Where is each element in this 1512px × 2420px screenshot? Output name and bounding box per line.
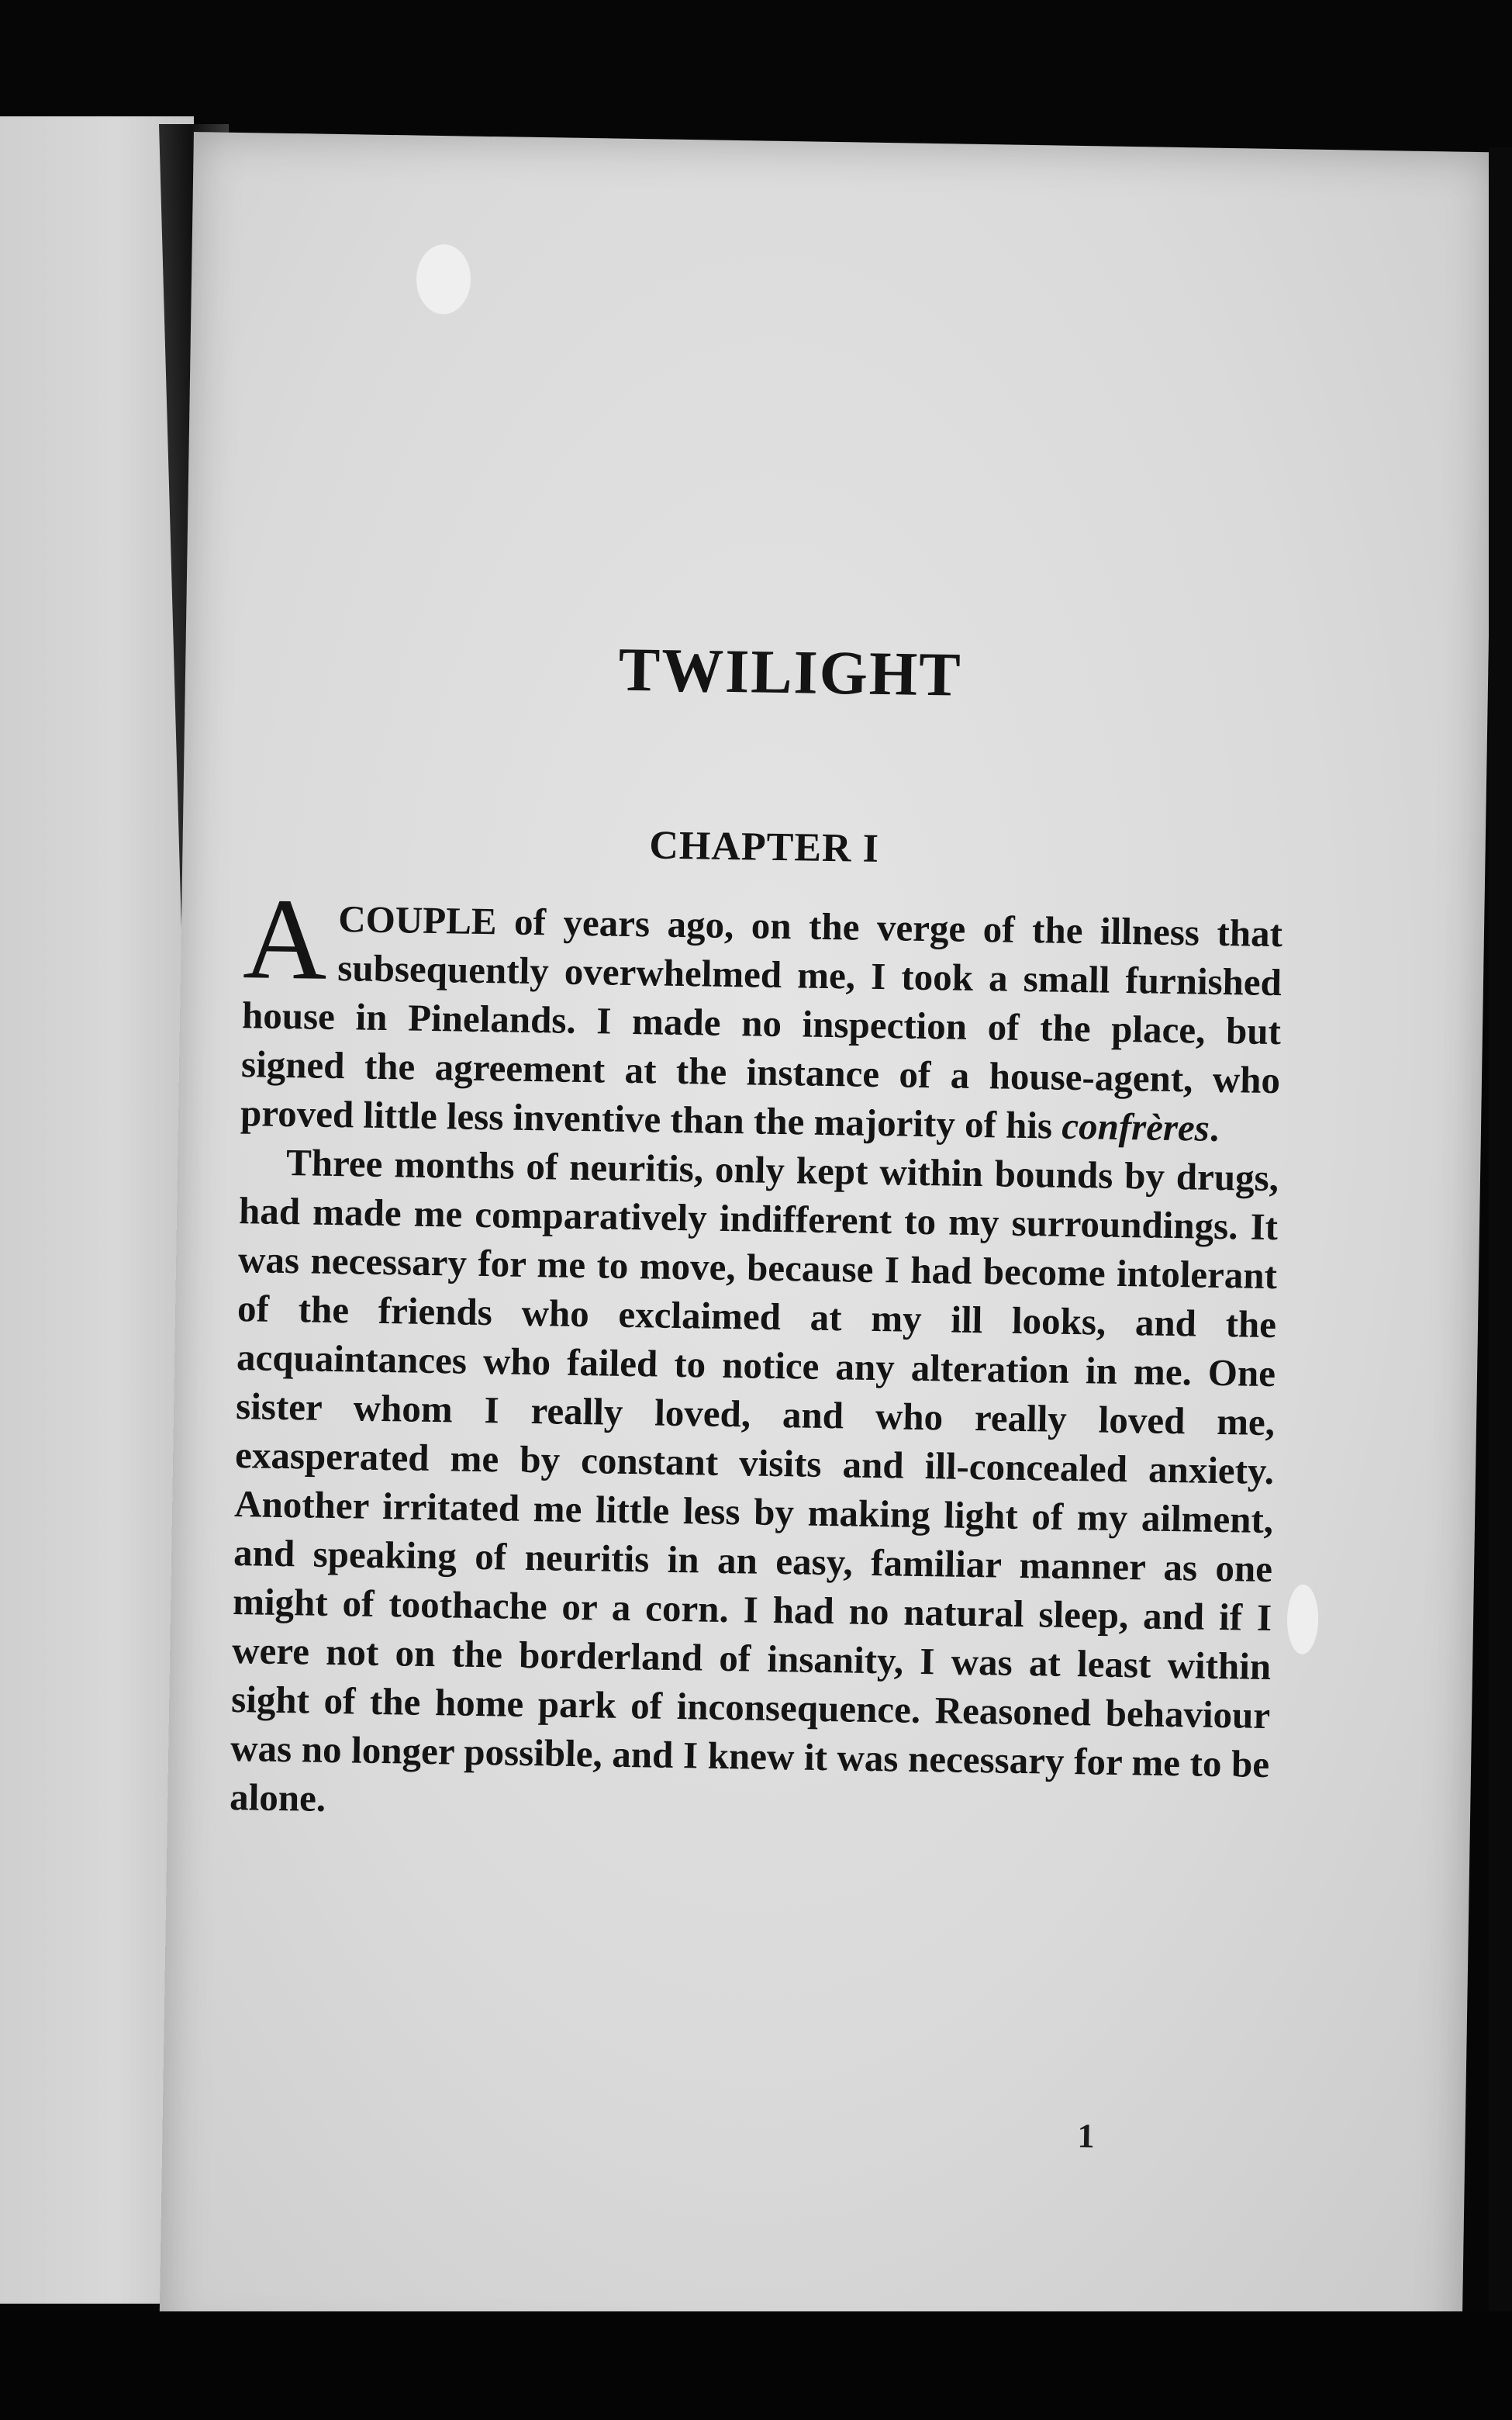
chapter-heading: CHAPTER I — [648, 823, 880, 871]
paragraph-1-text: COUPLE of years ago, on the verge of the illness that subsequently overwhelmed me, I took a small furnished house in Pinelands. I made no inspection of the place, but signed the agreement at the instance of a house-agent, who proved little less inventive than the majority of his — [240, 897, 1283, 1147]
paragraph-1-end: . — [1209, 1106, 1220, 1150]
book-page — [159, 132, 1496, 2363]
page-content — [230, 629, 1287, 1837]
paragraph-1 — [240, 874, 1283, 1153]
book-title: TWILIGHT — [618, 635, 963, 710]
paper-blemish — [1286, 1584, 1318, 1654]
chapter-body — [229, 874, 1283, 1837]
scan-border-bottom — [0, 2311, 1512, 2420]
paragraph-2: Three months of neuritis, only kept within bounds by drugs, had made me comparatively indifferent to my surroundings. It was necessary for me to move, because I had become intolerant of the friends who exclaimed at my ill looks, and the acquaintances who failed to notice any alteration in me. One sister whom I really loved, and who really loved me, exasperated me by constant visits and ill-concealed anxiety. Another irritated me little less by making light of my ailment, and speaking of neuritis in an easy, familiar manner as one might of toothache or a corn. I had no natural sleep, and if I were not on the borderland of insanity, I was at least within sight of the home park of inconsequence. Reasoned behaviour was no longer possible, and I knew it was necessary for me to be alone. — [229, 1141, 1279, 1820]
scan-border-right — [1489, 147, 1512, 2319]
drop-cap: A — [242, 874, 329, 1004]
italic-word: confrères — [1061, 1104, 1210, 1150]
page-number: 1 — [1077, 2117, 1095, 2156]
paper-blemish — [416, 244, 471, 315]
